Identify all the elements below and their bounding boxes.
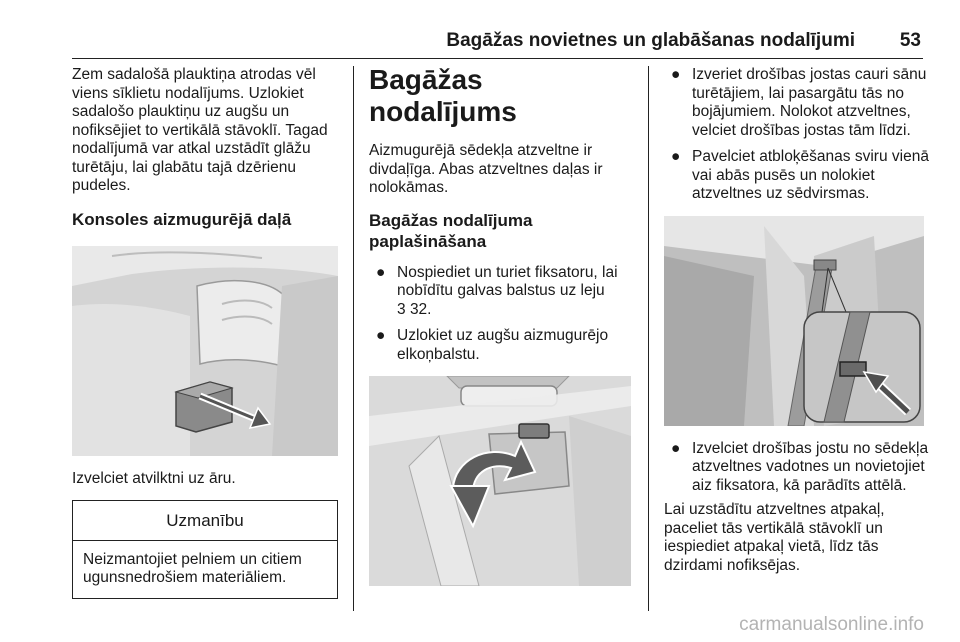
col2-bullet-list	[369, 264, 634, 365]
col3-bullet-list	[664, 66, 929, 204]
page-ref-number: 32.	[409, 300, 432, 318]
bullet-icon: ●	[671, 66, 681, 83]
page-ref-icon: 3	[397, 300, 406, 318]
watermark-text: carmanualsonline.info	[739, 614, 924, 635]
col2-subheading: Bagāžas nodalījuma paplašināšana	[369, 210, 533, 251]
list-item	[664, 440, 929, 496]
armrest-figure	[369, 376, 631, 586]
column-1	[72, 66, 340, 599]
col1-heading: Konsoles aizmugurējā daļā	[72, 209, 292, 229]
list-item-text: Nospiediet un turiet fiksatoru, lai nobīdītu galvas balstus uz leju	[397, 263, 618, 299]
bullet-icon: ●	[376, 327, 386, 344]
seatbelt-figure	[664, 216, 924, 426]
column-3	[664, 66, 929, 575]
col3-bullet-list-2	[664, 440, 929, 496]
list-item-text: Izveriet drošības jostas cauri sānu turētājiem, lai pasargātu tās no bojājumiem. Nolokot atzveltnes, velciet drošības jostas tām līdzi.	[692, 66, 927, 139]
list-item	[664, 148, 929, 204]
caution-box	[72, 500, 338, 599]
col3-closing: Lai uzstādītu atzveltnes atpakaļ, paceliet tās vertikālā stāvoklī un iespiediet atpakaļ vietā, līdz tās dzirdami nofiksējas.	[664, 501, 885, 574]
list-item-text: Pavelciet atbloķēšanas sviru vienā vai abās pusēs un nolokiet atzveltnes uz sēdvirsmas.	[692, 148, 929, 202]
seatbelt-illustration	[664, 216, 924, 426]
bullet-icon: ●	[376, 263, 386, 281]
caution-title: Uzmanību	[73, 501, 337, 541]
column-divider-left	[353, 66, 354, 611]
list-item-text: Izvelciet drošības jostu no sēdekļa atzveltnes vadotnes un novietojiet aiz fiksatora, kā parādīts attēlā.	[692, 439, 929, 494]
list-item	[369, 327, 634, 364]
header-title: Bagāžas novietnes un glabāšanas nodalījumi	[446, 30, 855, 51]
bullet-icon: ●	[671, 148, 681, 165]
list-item	[369, 264, 634, 320]
list-item-text: Uzlokiet uz augšu aizmugurējo elkoņbalstu.	[397, 327, 609, 363]
column-2	[369, 66, 634, 586]
page-header	[72, 26, 923, 59]
bullet-icon: ●	[671, 439, 681, 457]
console-drawer-figure	[72, 246, 338, 456]
list-item	[664, 66, 929, 140]
figure-caption: Izvelciet atvilktni uz āru.	[72, 469, 236, 487]
col2-intro: Aizmugurējā sēdekļa atzveltne ir divdaļīga. Abas atzveltnes daļas ir nolokāmas.	[369, 142, 603, 196]
column-divider-right	[648, 66, 649, 611]
console-drawer-illustration	[72, 246, 338, 456]
col1-intro: Zem sadalošā plauktiņa atrodas vēl viens sīklietu nodalījums. Uzlokiet sadalošo plauktiņu uz augšu un nofiksējiet to vertikālā stāvoklī. Tagad nodalījumā var atkal uzstādīt glāžu turētāju, lai glabātu tajā dzērienu pudeles.	[72, 66, 328, 194]
armrest-illustration	[369, 376, 631, 586]
page-number: 53	[899, 30, 921, 51]
caution-body: Neizmantojiet pelniem un citiem ugunsnedrošiem materiāliem.	[83, 550, 302, 586]
section-title: Bagāžas nodalījums	[369, 64, 517, 127]
